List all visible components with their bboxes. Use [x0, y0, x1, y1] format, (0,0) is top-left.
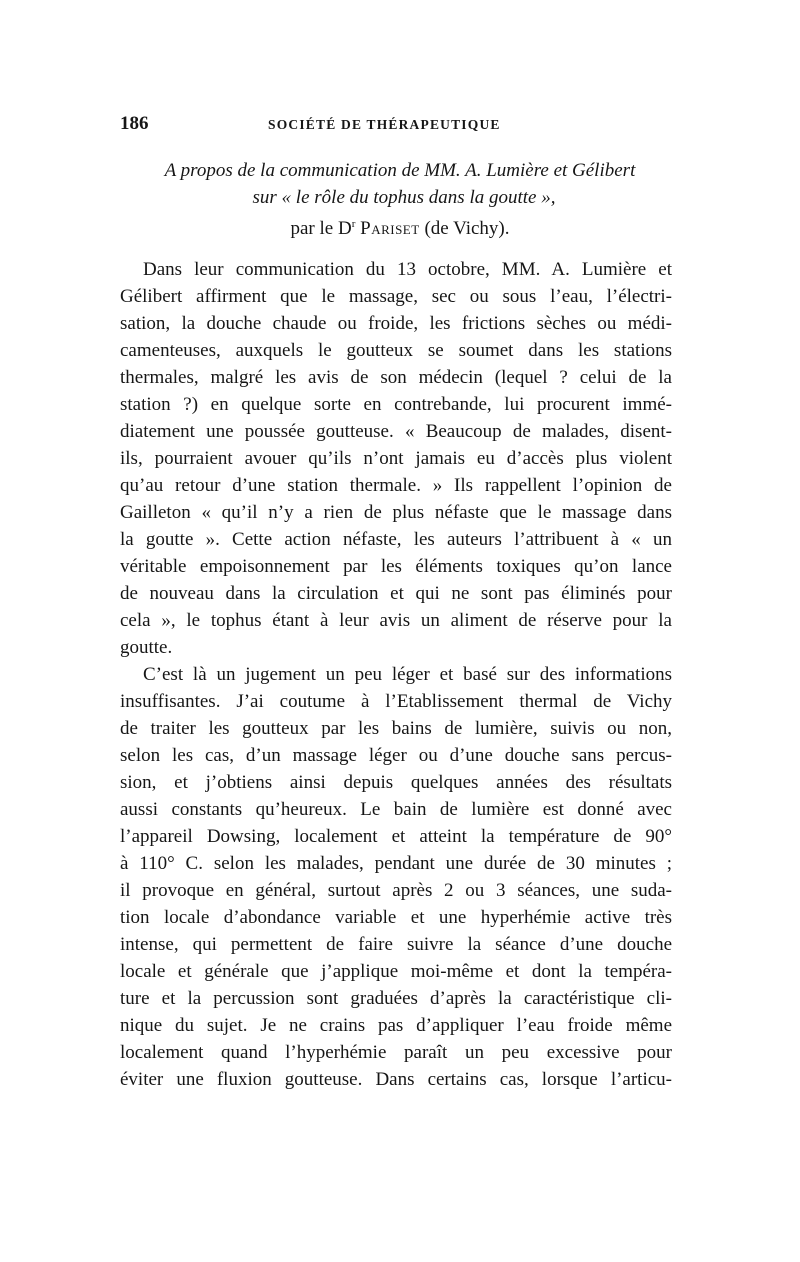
- text-line: intense, qui permettent de faire suivre la séance d’une douche: [120, 934, 672, 955]
- text-line: ils, pourraient avouer qu’ils n’ont jamais eu d’accès plus violent: [120, 448, 672, 469]
- text-line: C’est là un jugement un peu léger et basé sur des informations: [143, 664, 672, 685]
- text-line: qu’au retour d’une station thermale. » Ils rappellent l’opinion de: [120, 475, 672, 496]
- article-title-line-2: sur « le rôle du tophus dans la goutte »,: [252, 187, 556, 208]
- text-line: il provoque en général, surtout après 2 ou 3 séances, une suda-: [120, 880, 672, 901]
- byline-prefix: par le D: [290, 218, 352, 239]
- text-line: diatement une poussée goutteuse. « Beaucoup de malades, disent-: [120, 421, 672, 442]
- text-line: véritable empoisonnement par les éléments toxiques qu’on lance: [120, 556, 672, 577]
- text-line: localement quand l’hyperhémie paraît un peu excessive pour: [120, 1042, 672, 1063]
- text-line: cela », le tophus étant à leur avis un aliment de réserve pour la: [120, 610, 672, 631]
- text-line: Gélibert affirment que le massage, sec ou sous l’eau, l’électri-: [120, 286, 672, 307]
- text-line: Gailleton « qu’il n’y a rien de plus néfaste que le massage dans: [120, 502, 672, 523]
- text-line: à 110° C. selon les malades, pendant une durée de 30 minutes ;: [120, 853, 672, 874]
- byline: [0, 218, 800, 240]
- text-line: la goutte ». Cette action néfaste, les auteurs l’attribuent à « un: [120, 529, 672, 550]
- text-line: thermales, malgré les avis de son médecin (lequel ? celui de la: [120, 367, 672, 388]
- text-line: aussi constants qu’heureux. Le bain de lumière est donné avec: [120, 799, 672, 820]
- text-line: l’appareil Dowsing, localement et atteint la température de 90°: [120, 826, 672, 847]
- text-line: sion, et j’obtiens ainsi depuis quelques années des résultats: [120, 772, 672, 793]
- text-line: tion locale d’abondance variable et une hyperhémie active très: [120, 907, 672, 928]
- text-line: ture et la percussion sont graduées d’après la caractéristique cli-: [120, 988, 672, 1009]
- text-line: selon les cas, d’un massage léger ou d’une douche sans percus-: [120, 745, 672, 766]
- text-line: camenteuses, auxquels le goutteux se soumet dans les stations: [120, 340, 672, 361]
- text-line: de nouveau dans la circulation et qui ne sont pas éliminés pour: [120, 583, 672, 604]
- text-line: nique du sujet. Je ne crains pas d’appliquer l’eau froide même: [120, 1015, 672, 1036]
- text-line: Dans leur communication du 13 octobre, MM. A. Lumière et: [143, 259, 672, 280]
- text-line: de traiter les goutteux par les bains de lumière, suivis ou non,: [120, 718, 672, 739]
- byline-suffix: (de Vichy).: [424, 218, 510, 239]
- text-line: insuffisantes. J’ai coutume à l’Etablissement thermal de Vichy: [120, 691, 672, 712]
- author-name: Pariset: [360, 218, 420, 239]
- running-head: SOCIÉTÉ DE THÉRAPEUTIQUE: [268, 117, 501, 132]
- text-line: station ?) en quelque sorte en contrebande, lui procurent immé-: [120, 394, 672, 415]
- text-line: goutte.: [120, 637, 173, 658]
- byline-superscript: r: [351, 218, 356, 230]
- text-line: sation, la douche chaude ou froide, les frictions sèches ou médi-: [120, 313, 672, 334]
- text-line: éviter une fluxion goutteuse. Dans certains cas, lorsque l’articu-: [120, 1069, 672, 1090]
- page-number: 186: [120, 113, 149, 134]
- text-line: locale et générale que j’applique moi-même et dont la tempéra-: [120, 961, 672, 982]
- article-title-line-1: A propos de la communication de MM. A. Lumière et Gélibert: [164, 160, 636, 181]
- page-header: [120, 113, 676, 139]
